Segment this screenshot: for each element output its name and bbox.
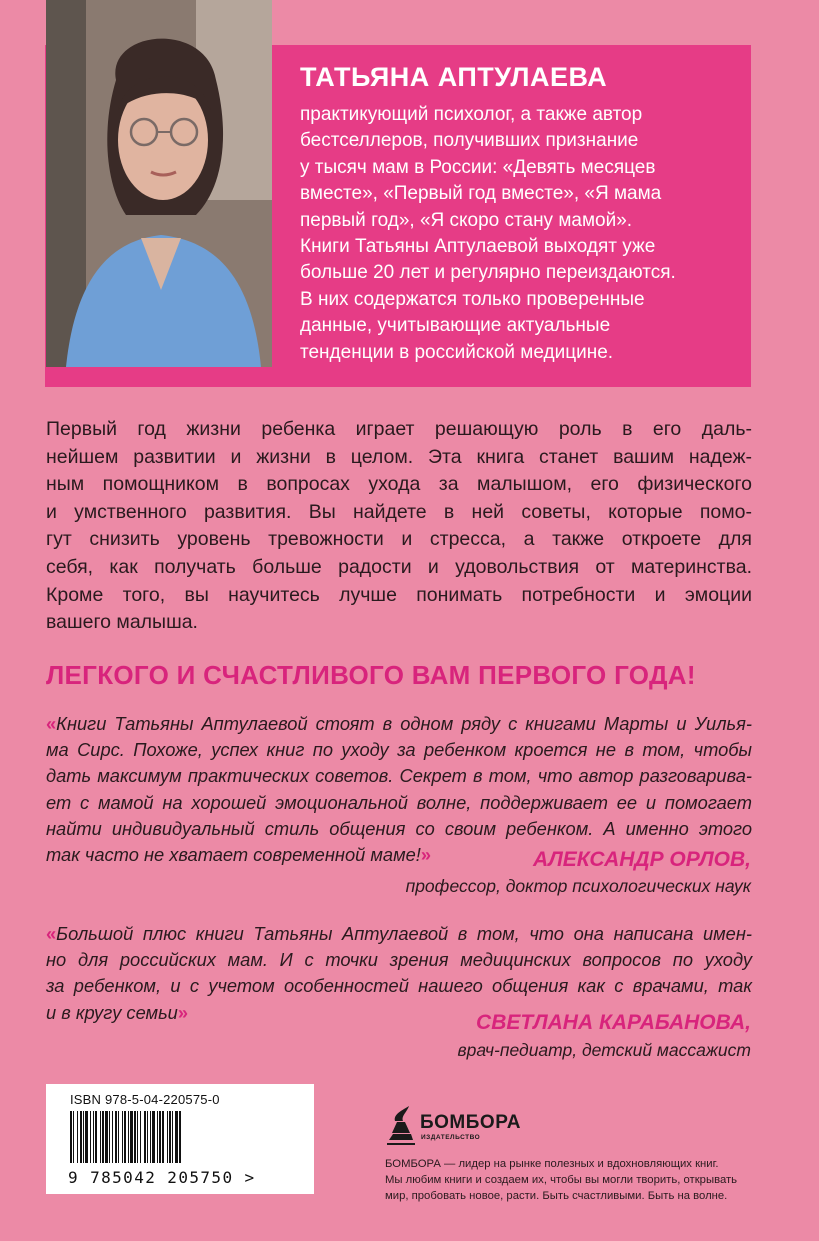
publisher-description bbox=[385, 1156, 765, 1205]
quote-author: СВЕТЛАНА КАРАБАНОВА, bbox=[476, 1011, 751, 1034]
barcode-digits: 9 785042 205750 > bbox=[68, 1168, 256, 1187]
bio-line: тенденции в российской медицине. bbox=[300, 341, 614, 363]
barcode-bar bbox=[109, 1111, 110, 1163]
description-line: нейшем развитии и жизни в целом. Эта книга станет вашим надеж- bbox=[46, 445, 752, 468]
publisher-desc-line: Мы любим книги и создаем их, чтобы вы могли творить, открывать bbox=[385, 1174, 738, 1187]
bio-line: вместе», «Первый год вместе», «Я мама bbox=[300, 183, 662, 205]
quote-line: ма Сирс. Похоже, успех книг по уходу за ребенком кроется не в том, чтобы bbox=[46, 739, 752, 761]
barcode-bar bbox=[102, 1111, 104, 1163]
quote-text: так часто не хватает современной маме! bbox=[46, 844, 421, 866]
barcode-bar bbox=[85, 1111, 88, 1163]
barcode-icon bbox=[68, 1111, 268, 1167]
barcode-bar bbox=[128, 1111, 129, 1163]
barcode-bar bbox=[73, 1111, 74, 1163]
author-name: ТАТЬЯНА АПТУЛАЕВА bbox=[300, 62, 608, 92]
barcode-bar bbox=[144, 1111, 146, 1163]
barcode-bar bbox=[175, 1111, 178, 1163]
quote-author: АЛЕКСАНДР ОРЛОВ, bbox=[532, 848, 751, 871]
bio-line: Книги Татьяны Аптулаевой выходят уже bbox=[300, 236, 656, 258]
bio-line: больше 20 лет и регулярно переиздаются. bbox=[300, 262, 676, 284]
description-line: гут снизить уровень тревожности и стресса, а также откроете для bbox=[46, 528, 752, 551]
bio-line: бестселлеров, получивших признание bbox=[300, 130, 639, 152]
quote-text: Книги Татьяны Аптулаевой стоят в одном ряду с книгами Марты и Уилья- bbox=[56, 713, 752, 734]
barcode-bar bbox=[167, 1111, 168, 1163]
description-line: ным помощником в вопросах ухода за малышом, его физического bbox=[46, 473, 752, 496]
quote-author-role: профессор, доктор психологических наук bbox=[405, 876, 751, 896]
publisher-desc-line: мир, пробовать новое, расти. Быть счастливыми. Быть на волне. bbox=[385, 1190, 728, 1203]
bio-line: у тысяч мам в России: «Девять месяцев bbox=[300, 156, 656, 178]
barcode-bar bbox=[137, 1111, 138, 1163]
quote-line bbox=[46, 921, 752, 947]
description-line: вашего малыша. bbox=[46, 611, 198, 634]
quote-line: за ребенком, и с учетом особенностей нашего общения как с врачами, так bbox=[46, 975, 752, 997]
bio-line: первый год», «Я скоро стану мамой». bbox=[300, 209, 633, 231]
barcode-bar bbox=[124, 1111, 126, 1163]
barcode-bar bbox=[147, 1111, 148, 1163]
testimonial-quote bbox=[46, 711, 752, 868]
barcode-bar bbox=[150, 1111, 151, 1163]
bio-line: В них содержатся только проверенные bbox=[300, 288, 645, 310]
barcode-bar bbox=[162, 1111, 164, 1163]
barcode-block bbox=[46, 1084, 314, 1194]
barcode-bar bbox=[179, 1111, 181, 1163]
barcode-bar bbox=[100, 1111, 101, 1163]
open-quote-mark: « bbox=[46, 923, 57, 944]
description-line: Кроме того, вы научитесь лучше понимать потребности и эмоции bbox=[46, 583, 752, 606]
quote-text: Большой плюс книги Татьяны Аптулаевой в том, что она написана имен- bbox=[56, 923, 752, 944]
barcode-bar bbox=[169, 1111, 171, 1163]
book-description bbox=[46, 416, 752, 637]
close-quote-mark: » bbox=[420, 844, 432, 866]
barcode-bar bbox=[159, 1111, 161, 1163]
author-photo bbox=[46, 0, 272, 367]
barcode-bar bbox=[95, 1111, 97, 1163]
publisher-desc-line: БОМБОРА — лидер на рынке полезных и вдохновляющих книг. bbox=[385, 1158, 719, 1170]
barcode-bar bbox=[152, 1111, 155, 1163]
publisher-subtitle: ИЗДАТЕЛЬСТВО bbox=[421, 1134, 481, 1141]
barcode-bar bbox=[115, 1111, 117, 1163]
barcode-bar bbox=[134, 1111, 136, 1163]
barcode-bar bbox=[90, 1111, 91, 1163]
isbn-label: ISBN 978-5-04-220575-0 bbox=[70, 1092, 220, 1107]
barcode-bar bbox=[140, 1111, 141, 1163]
quote-line: но для российских мам. И с точки зрения медицинских вопросов по уходу bbox=[46, 949, 752, 971]
quote-line: ет с мамой на хорошей эмоциональной волне, поддерживает ее и помогает bbox=[46, 791, 752, 813]
barcode-bar bbox=[80, 1111, 82, 1163]
bio-line: практикующий психолог, а также автор bbox=[300, 104, 643, 125]
quote-author-role: врач-педиатр, детский массажист bbox=[457, 1040, 751, 1060]
description-line: себя, как получать больше радости и удовольствия от материнства. bbox=[46, 555, 752, 578]
author-bio bbox=[300, 102, 740, 366]
open-quote-mark: « bbox=[46, 713, 57, 734]
barcode-bar bbox=[122, 1111, 123, 1163]
quote-line: найти индивидуальный стиль общения со своим ребенком. А именно этого bbox=[46, 817, 752, 839]
barcode-bar bbox=[118, 1111, 119, 1163]
barcode-bar bbox=[70, 1111, 72, 1163]
description-line: Первый год жизни ребенка играет решающую роль в его даль- bbox=[46, 418, 752, 440]
publisher-name: БОМБОРА bbox=[420, 1112, 521, 1133]
quote-line bbox=[46, 711, 752, 737]
barcode-bar bbox=[83, 1111, 84, 1163]
description-line: и умственного развития. Вы найдете в ней советы, которые помо- bbox=[46, 500, 752, 523]
barcode-bar bbox=[172, 1111, 173, 1163]
close-quote-mark: » bbox=[177, 1001, 189, 1023]
slogan: ЛЕГКОГО И СЧАСТЛИВОГО ВАМ ПЕРВОГО ГОДА! bbox=[46, 660, 696, 690]
quote-text: и в кругу семьи bbox=[46, 1001, 178, 1023]
barcode-bar bbox=[157, 1111, 158, 1163]
barcode-bar bbox=[77, 1111, 78, 1163]
bio-line: данные, учитывающие актуальные bbox=[300, 315, 611, 337]
quote-line: дать максимум практических советов. Секрет в том, что автор разговарива- bbox=[46, 765, 752, 787]
barcode-bar bbox=[112, 1111, 113, 1163]
barcode-bar bbox=[105, 1111, 108, 1163]
barcode-bar bbox=[93, 1111, 94, 1163]
barcode-bar bbox=[130, 1111, 133, 1163]
